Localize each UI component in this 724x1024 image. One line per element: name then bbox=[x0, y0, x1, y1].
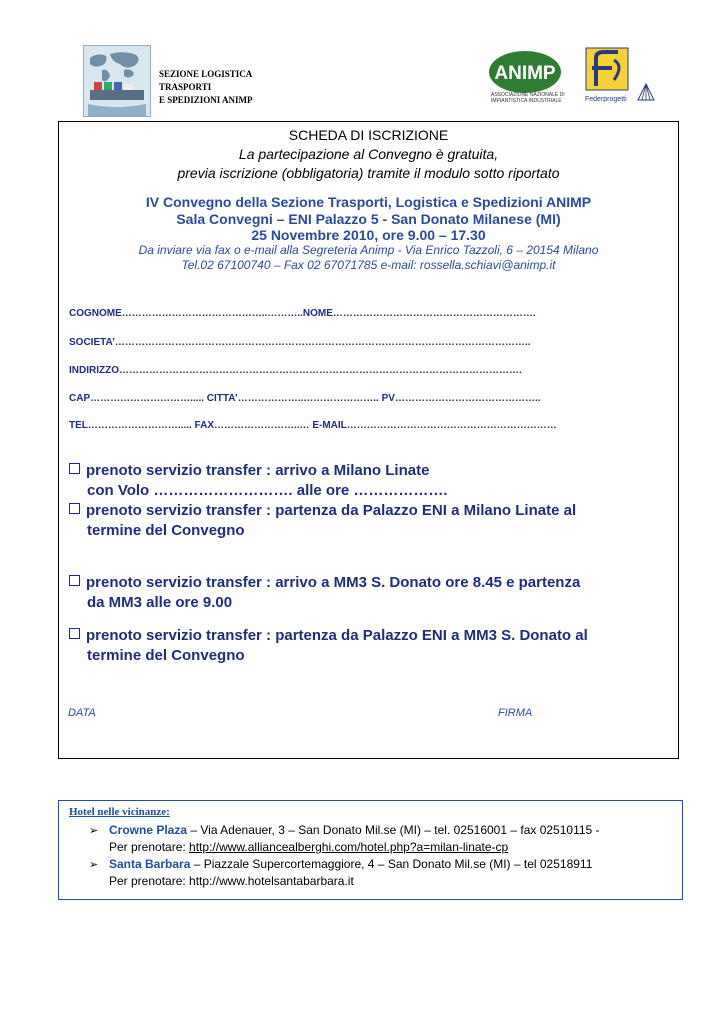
option-label: prenoto servizio transfer : partenza da Palazzo ENI a MM3 S. Donato al bbox=[86, 627, 588, 644]
option-label: prenoto servizio transfer : arrivo a MM3 S. Donato ore 8.45 e partenza bbox=[86, 574, 581, 591]
option-label-cont: termine del Convegno bbox=[87, 522, 245, 539]
hotels-title: Hotel nelle vicinanze: bbox=[69, 806, 170, 818]
section-line: E SPEDIZIONI ANIMP bbox=[159, 95, 253, 105]
registration-form bbox=[58, 121, 679, 759]
transfer-option-2[interactable] bbox=[69, 501, 576, 541]
hotels-box bbox=[58, 800, 683, 900]
shell-icon bbox=[636, 82, 656, 102]
hotel-item-crowne-plaza bbox=[89, 823, 600, 837]
option-label-cont: con Volo ………………………. alle ore ………………. bbox=[87, 482, 448, 499]
option-label-cont: termine del Convegno bbox=[87, 647, 245, 664]
section-line: SEZIONE LOGISTICA bbox=[159, 69, 253, 79]
transfer-option-3[interactable] bbox=[69, 573, 580, 613]
hotel-details: – Piazzale Supercortemaggiore, 4 – San Donato Mil.se (MI) – tel 02518911 bbox=[190, 857, 593, 871]
checkbox-icon[interactable] bbox=[69, 628, 80, 639]
hotel-item-santa-barbara bbox=[89, 857, 592, 871]
crowne-plaza-link[interactable]: http://www.alliancealberghi.com/hotel.php?a=milan-linate-cp bbox=[189, 840, 509, 854]
transfer-option-1[interactable] bbox=[69, 461, 448, 501]
option-label: prenoto servizio transfer : arrivo a Milano Linate bbox=[86, 462, 430, 479]
form-title: SCHEDA DI ISCRIZIONE bbox=[288, 127, 449, 143]
hotel-booking-line[interactable]: Per prenotare: http://www.hotelsantabarbara.it bbox=[109, 874, 354, 888]
option-label: prenoto servizio transfer : partenza da Palazzo ENI a Milano Linate al bbox=[86, 502, 577, 519]
tel-fax-email-field[interactable]: TEL………………………..... FAX……………………..… E-MAIL……………………………………………………… bbox=[69, 420, 557, 431]
hotel-details: – Via Adenauer, 3 – San Donato Mil.se (MI) – tel. 02516001 – fax 02510115 - bbox=[187, 823, 600, 837]
section-name bbox=[159, 68, 253, 107]
section-line: TRASPORTI bbox=[159, 82, 212, 92]
checkbox-icon[interactable] bbox=[69, 503, 80, 514]
event-date: 25 Novembre 2010, ore 9.00 – 17.30 bbox=[251, 227, 486, 243]
societa-field[interactable]: SOCIETA’…………………………………………………………………………………………………………….. bbox=[69, 337, 531, 348]
federprogetti-logo bbox=[584, 46, 630, 96]
cap-citta-pv-field[interactable]: CAP…………………………..... CITTA’………………..………………….. PV…………………………………….. bbox=[69, 393, 541, 404]
event-venue: Sala Convegni – ENI Palazzo 5 - San Donato Milanese (MI) bbox=[176, 211, 561, 227]
hotel-name: Crowne Plaza bbox=[109, 823, 188, 837]
checkbox-icon[interactable] bbox=[69, 463, 80, 474]
indirizzo-field[interactable]: INDIRIZZO…………………………………………………………………………………………………………. bbox=[69, 365, 522, 376]
federprogetti-label: Federprogetti bbox=[585, 96, 627, 103]
checkbox-icon[interactable] bbox=[69, 575, 80, 586]
section-logo bbox=[83, 45, 151, 117]
booking-prefix: Per prenotare: bbox=[109, 840, 190, 854]
send-instructions: Da inviare via fax o e-mail alla Segreteria Animp - Via Enrico Tazzoli, 6 – 20154 Milano bbox=[138, 243, 599, 257]
option-label-cont: da MM3 alle ore 9.00 bbox=[87, 594, 233, 611]
data-label: DATA bbox=[68, 707, 96, 719]
intro-line-2: previa iscrizione (obbligatoria) tramite il modulo sotto riportato bbox=[177, 165, 560, 181]
contact-info: Tel.02 67100740 – Fax 02 67071785 e-mail: rossella.schiavi@animp.it bbox=[181, 258, 556, 272]
hotel-name: Santa Barbara bbox=[109, 857, 191, 871]
animp-logo-text: ANIMP bbox=[494, 63, 556, 84]
transfer-option-4[interactable] bbox=[69, 626, 588, 666]
cognome-nome-field[interactable]: COGNOME……………………………………..………..NOME……………………………………………………. bbox=[69, 308, 536, 319]
hotel-booking-line bbox=[109, 840, 508, 854]
arrow-bullet-icon: ➢ bbox=[89, 825, 99, 837]
firma-label: FIRMA bbox=[498, 707, 533, 719]
arrow-bullet-icon: ➢ bbox=[89, 859, 99, 871]
animp-subtitle: ASSOCIAZIONE NAZIONALE DI IMPIANTISTICA INDUSTRIALE bbox=[491, 92, 565, 104]
intro-line-1: La partecipazione al Convegno è gratuita, bbox=[238, 146, 499, 162]
event-title: IV Convegno della Sezione Trasporti, Logistica e Spedizioni ANIMP bbox=[145, 194, 592, 210]
